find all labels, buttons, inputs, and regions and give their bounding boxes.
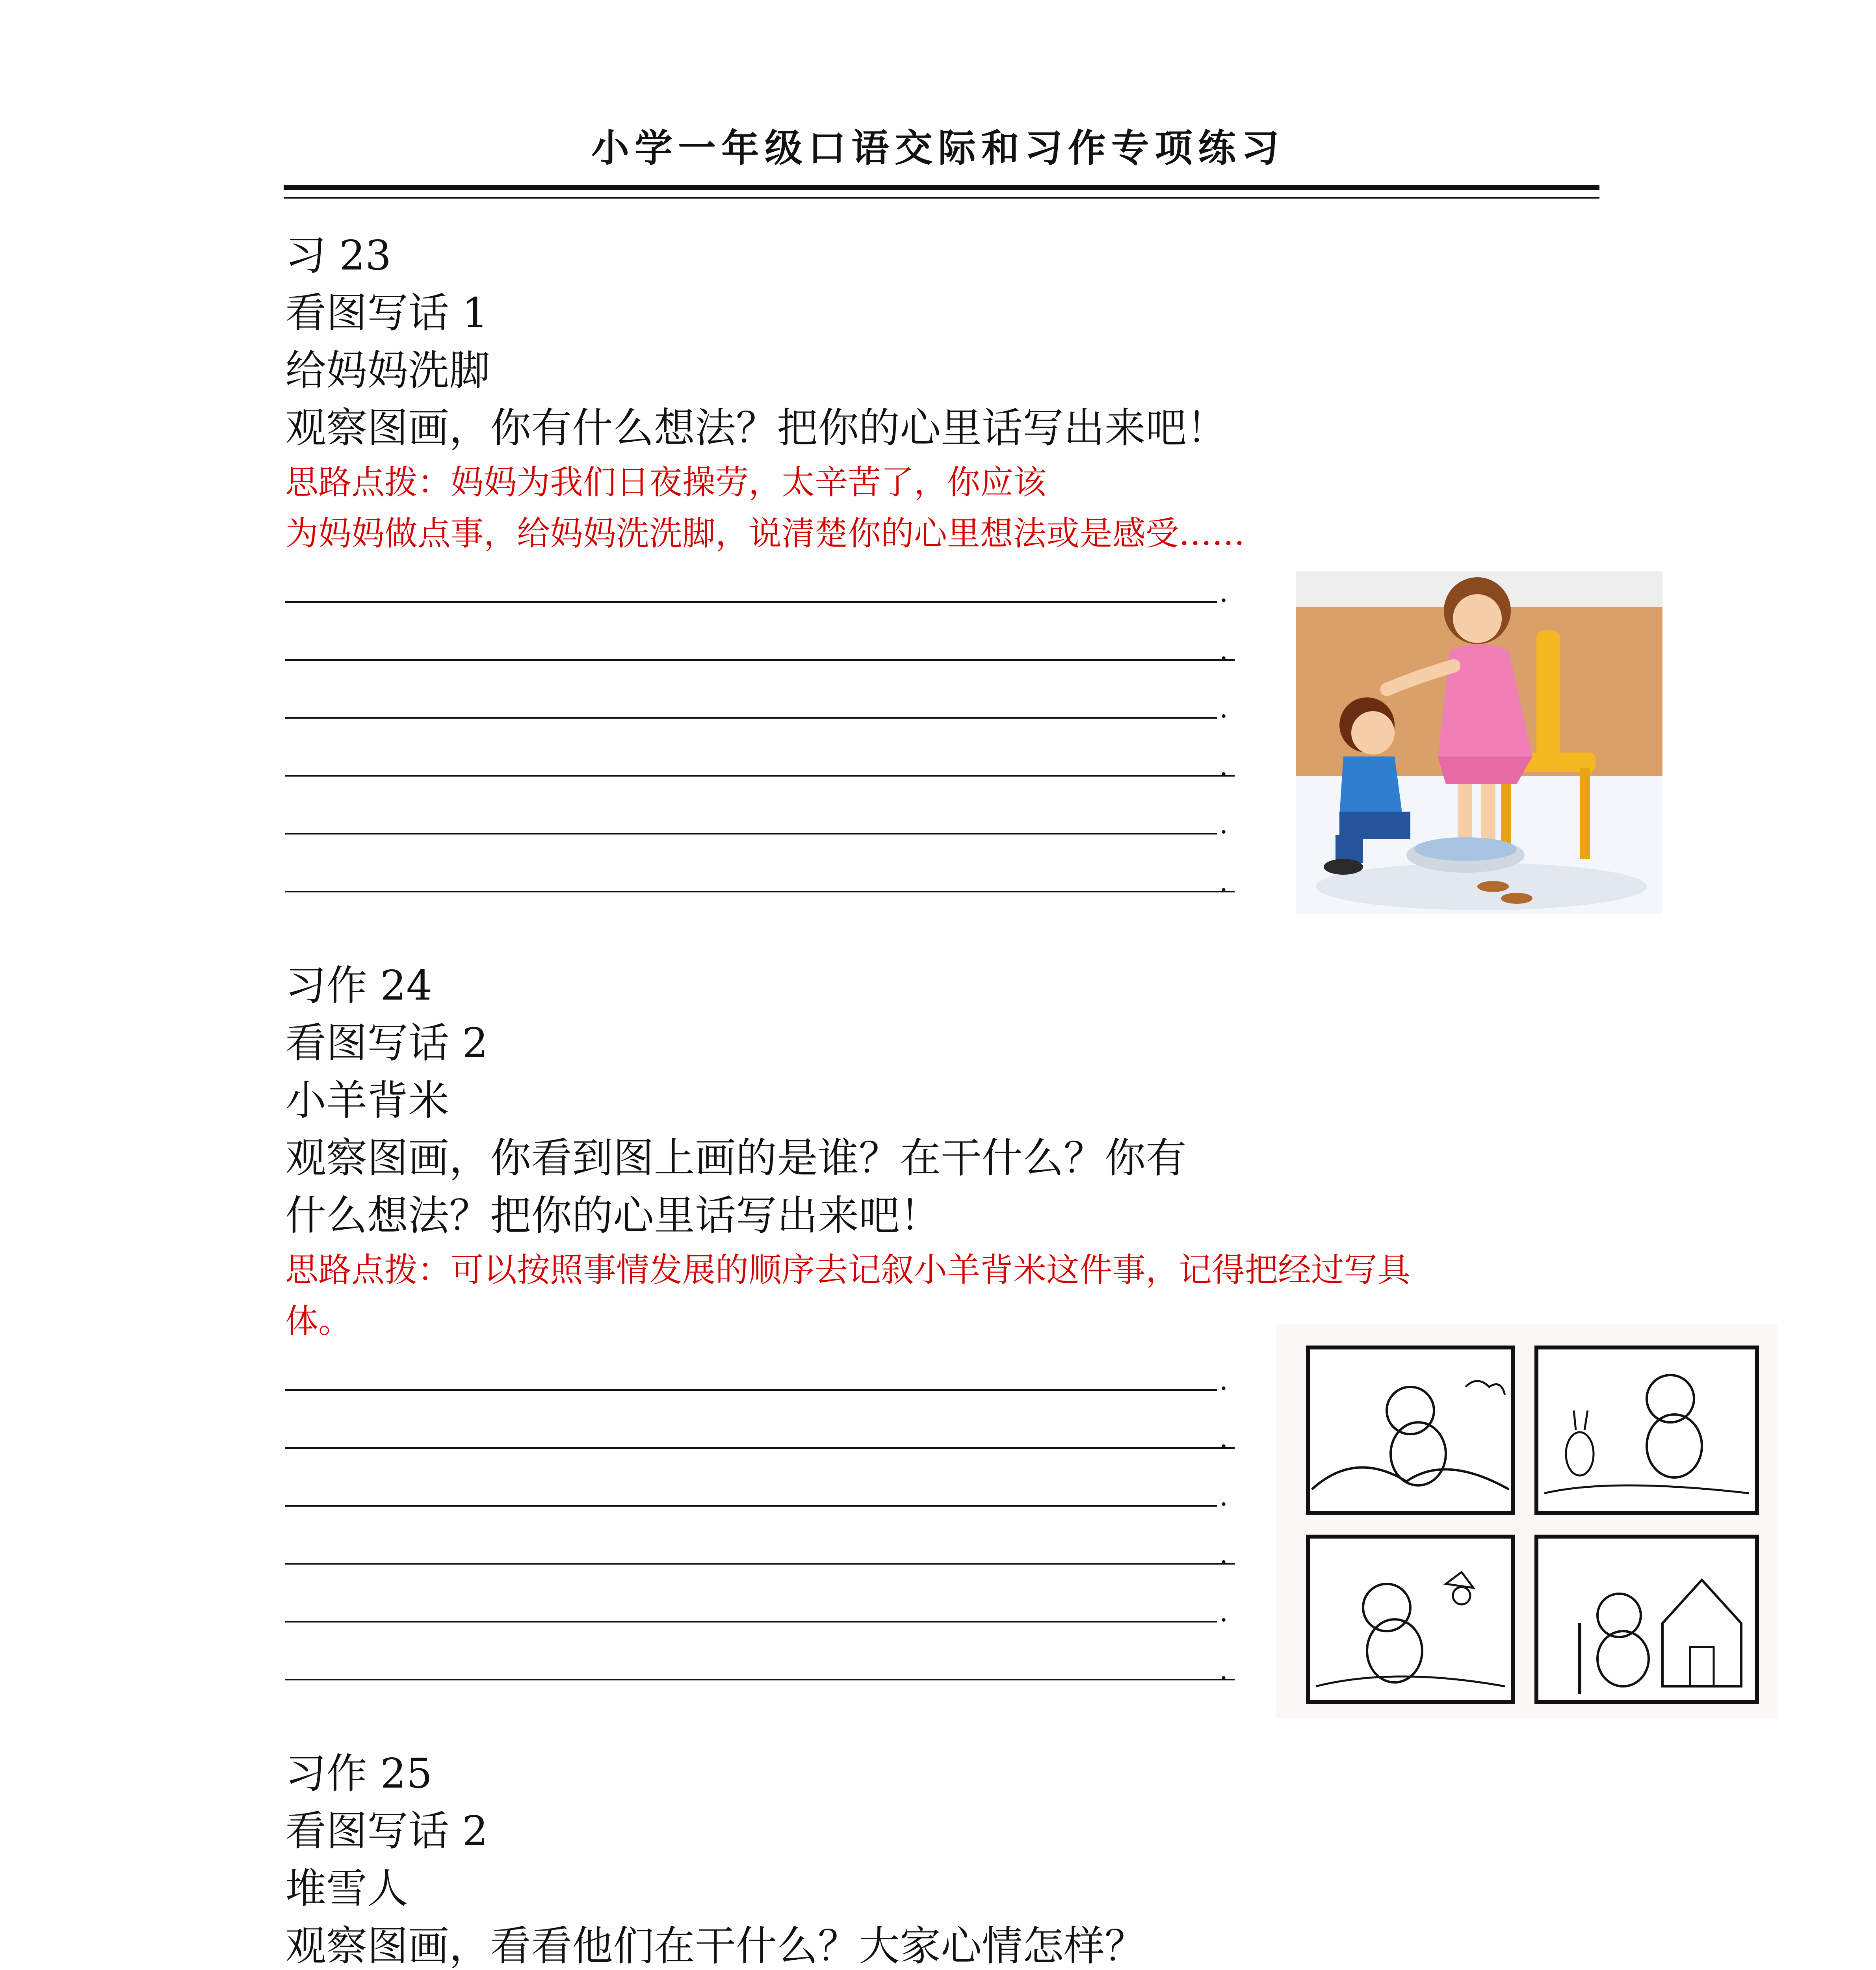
exercise-hint: 体。 xyxy=(285,1302,352,1340)
page-title: 小学一年级口语交际和习作专项练习 xyxy=(591,126,1285,170)
mother-foot-washing-picture xyxy=(1296,571,1662,914)
line-end-dot: . xyxy=(1219,1422,1228,1454)
exercise-hint: 思路点拨：妈妈为我们日夜操劳，太辛苦了，你应该 xyxy=(285,463,1047,502)
line-end-dot: . xyxy=(1219,808,1228,840)
writing-line[interactable] xyxy=(285,1389,1217,1391)
writing-line[interactable] xyxy=(285,833,1217,834)
exercise-subtitle: 看图写话 2 xyxy=(285,1019,489,1067)
writing-line[interactable] xyxy=(285,1505,1217,1507)
exercise-number: 习 23 xyxy=(285,231,392,279)
exercise-prompt: 什么想法？把你的心里话写出来吧！ xyxy=(285,1191,941,1240)
writing-line[interactable] xyxy=(285,717,1217,719)
writing-line[interactable] xyxy=(285,891,1235,892)
writing-line[interactable] xyxy=(285,1621,1217,1622)
line-end-dot: . xyxy=(1219,634,1228,666)
exercise-25 xyxy=(285,1745,1625,1970)
lamb-carrying-rice-comic xyxy=(1276,1324,1777,1718)
line-end-dot: . xyxy=(1219,1364,1228,1396)
writing-line[interactable] xyxy=(285,1679,1235,1680)
exercise-hint: 思路点拨：可以按照事情发展的顺序去记叙小羊背米这件事，记得把经过写具 xyxy=(285,1251,1411,1289)
exercise-subtitle: 看图写话 1 xyxy=(285,289,489,337)
exercise-topic: 小羊背米 xyxy=(285,1076,449,1124)
line-end-dot: . xyxy=(1219,1596,1228,1628)
writing-line[interactable] xyxy=(285,659,1235,661)
header-rule-thick xyxy=(284,185,1599,190)
exercise-23 xyxy=(285,227,1625,559)
line-end-dot: . xyxy=(1219,866,1228,898)
line-end-dot: . xyxy=(1219,692,1228,724)
line-end-dot: . xyxy=(1219,1480,1228,1512)
exercise-prompt: 观察图画，你有什么想法？把你的心里话写出来吧！ xyxy=(285,404,1228,452)
exercise-topic: 堆雪人 xyxy=(285,1864,409,1912)
writing-line[interactable] xyxy=(285,1447,1235,1449)
line-end-dot: . xyxy=(1219,1654,1228,1686)
exercise-prompt: 观察图画，你看到图上画的是谁？在干什么？你有 xyxy=(285,1134,1187,1182)
exercise-topic: 给妈妈洗脚 xyxy=(285,346,490,394)
exercise-subtitle: 看图写话 2 xyxy=(285,1807,489,1855)
writing-line[interactable] xyxy=(285,1563,1235,1565)
exercise-number: 习作 25 xyxy=(285,1749,433,1797)
line-end-dot: . xyxy=(1219,576,1228,608)
exercise-hint: 为妈妈做点事，给妈妈洗洗脚，说清楚你的心里想法或是感受…… xyxy=(285,514,1245,553)
line-end-dot: . xyxy=(1219,1538,1228,1570)
line-end-dot: . xyxy=(1219,750,1228,782)
exercise-24 xyxy=(285,957,1625,1347)
writing-line[interactable] xyxy=(285,601,1217,603)
exercise-number: 习作 24 xyxy=(285,961,433,1009)
exercise-prompt: 观察图画，看看他们在干什么？大家心情怎样？ xyxy=(285,1922,1146,1970)
header-rule-thin xyxy=(284,197,1599,199)
writing-line[interactable] xyxy=(285,775,1235,777)
